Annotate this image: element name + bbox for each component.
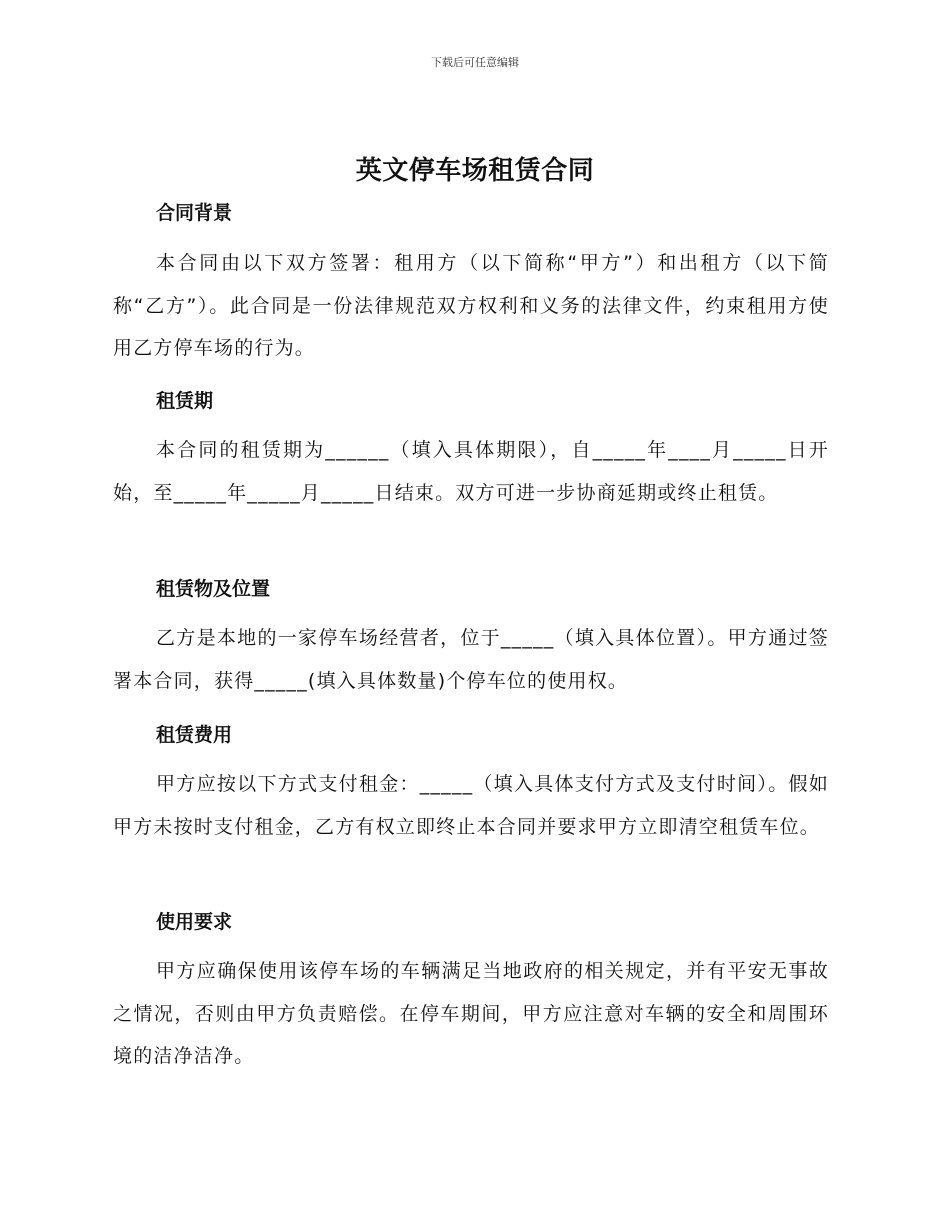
section-body-lease-term: 本合同的租赁期为______（填入具体期限），自_____年____月_____日开始，至_____年_____月_____日结束。双方可进一步协商延期或终止租赁。 [113,439,829,504]
section-body-rental-fees: 甲方应按以下方式支付租金：_____（填入具体支付方式及支付时间）。假如甲方未按时支付租金，乙方有权立即终止本合同并要求甲方立即清空租赁车位。 [113,773,829,838]
section-heading-usage-requirements: 使用要求 [156,911,233,933]
section-heading-leased-property: 租赁物及位置 [156,578,271,600]
section-body-background: 本合同由以下双方签署：租用方（以下简称“甲方”）和出租方（以下简称“乙方”）。此合同是一份法律规范双方权利和义务的法律文件，约束租用方使用乙方停车场的行为。 [113,252,829,359]
header-note: 下载后可任意编辑 [431,56,519,69]
section-body-usage-requirements: 甲方应确保使用该停车场的车辆满足当地政府的相关规定，并有平安无事故之情况，否则由甲方负责赔偿。在停车期间，甲方应注意对车辆的安全和周围环境的洁净洁净。 [113,960,829,1067]
document-title: 英文停车场租赁合同 [355,156,595,186]
section-body-leased-property: 乙方是本地的一家停车场经营者，位于_____（填入具体位置）。甲方通过签署本合同，获得_____(填入具体数量)个停车位的使用权。 [113,627,829,692]
section-heading-background: 合同背景 [156,202,233,224]
section-heading-rental-fees: 租赁费用 [156,724,233,746]
section-heading-lease-term: 租赁期 [156,390,214,412]
